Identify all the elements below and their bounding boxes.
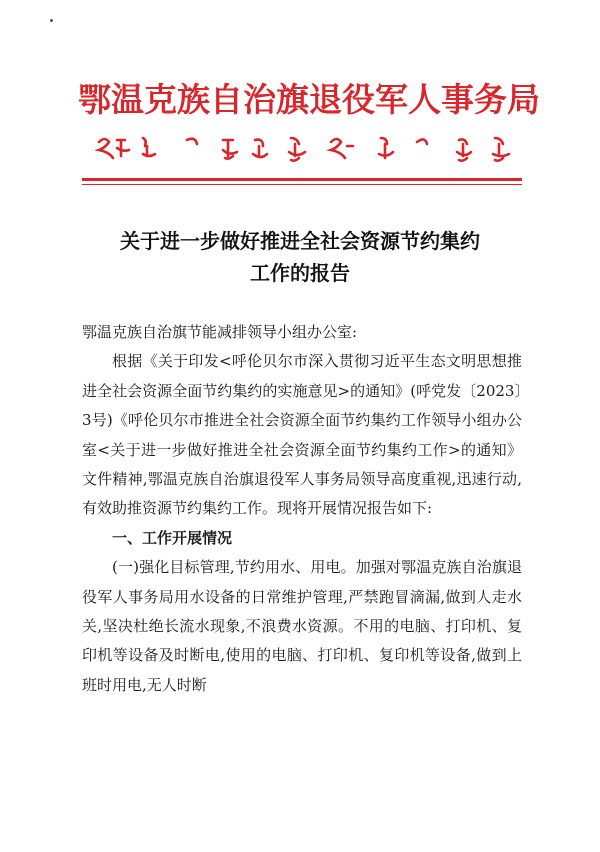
mongolian-script-logo — [95, 132, 535, 164]
section-1-paragraph: (一)强化目标管理,节约用水、用电。加强对鄂温克族自治旗退役军人事务局用水设备的日常维护管理,严禁跑冒滴漏,做到人走水关,坚决杜绝长流水现象,不浪费水资源。不用的电脑、打印机、复印机等设备及时断电,使用的电脑、打印机、复印机等设备,做到上班时用电,无人时断 — [82, 558, 522, 694]
document-body — [82, 318, 522, 700]
document-title-line-1: 关于进一步做好推进全社会资源节约集约 — [120, 229, 480, 253]
letterhead-red-rule-thick — [82, 178, 522, 181]
scan-dot — [50, 19, 53, 22]
document-title — [60, 225, 540, 289]
section-heading-1: 一、工作开展情况 — [112, 528, 233, 547]
intro-paragraph: 根据《关于印发<呼伦贝尔市深入贯彻习近平生态文明思想推进全社会资源全面节约集约的实施意见>的通知》(呼党发〔2023〕3号)《呼伦贝尔市推进全社会资源全面节约集约工作领导小组办公室<关于进一步做好推进全社会资源全面节约集约工作>的通知》文件精神,鄂温克族自治旗退役军人事务局领导高度重视,迅速行动,有效助推资源节约集约工作。现将开展情况报告如下: — [82, 352, 522, 518]
document-title-line-2: 工作的报告 — [250, 261, 350, 285]
salutation: 鄂温克族自治旗节能减排领导小组办公室: — [82, 323, 358, 341]
letterhead-red-rule-thin — [82, 184, 522, 185]
letterhead-org-name: 鄂温克族自治旗退役军人事务局 — [78, 80, 540, 119]
